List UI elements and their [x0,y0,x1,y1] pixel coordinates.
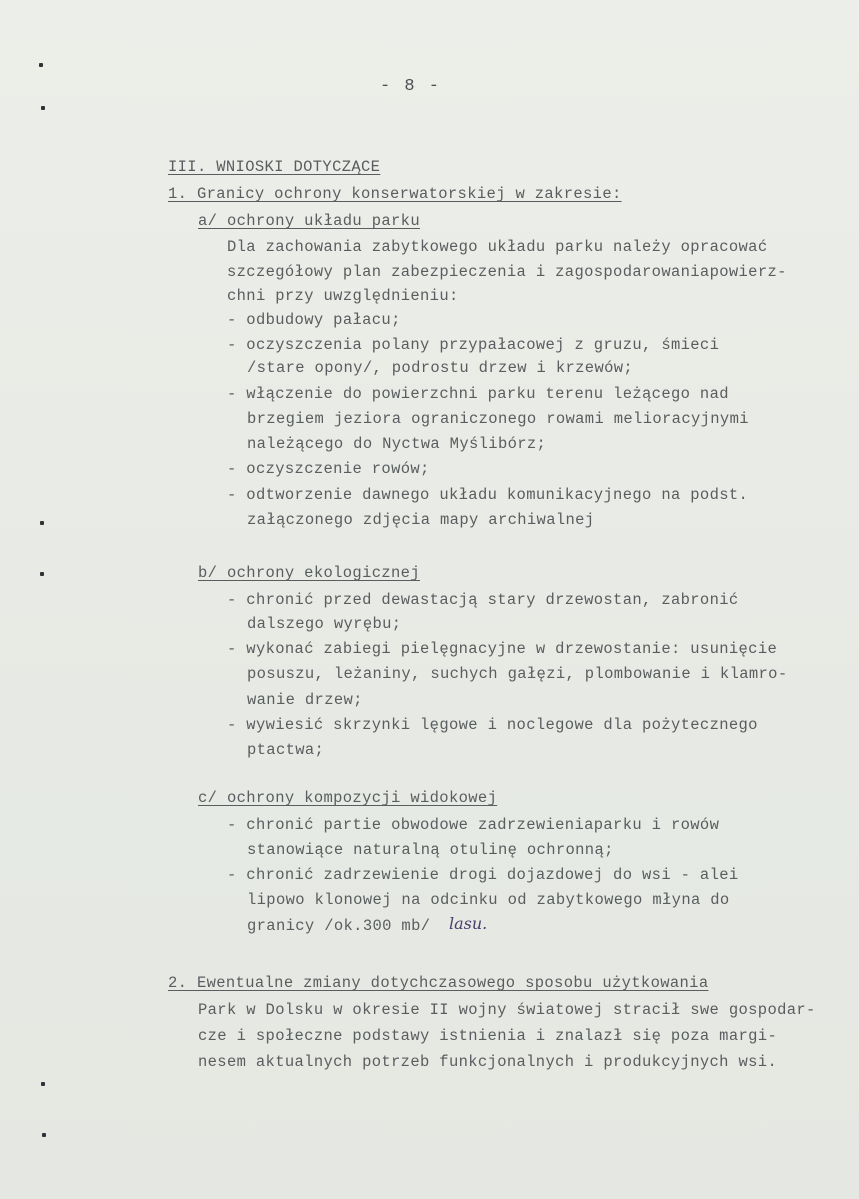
text-line: lipowo klonowej na odcinku od zabytkowego młyna do [247,891,730,909]
text-line: Dla zachowania zabytkowego układu parku należy opracować [227,238,768,256]
text-line: - chronić partie obwodowe zadrzewieniaparku i rowów [227,816,720,834]
text-line: Park w Dolsku w okresie II wojny światowej stracił swe gospodar- [198,1001,816,1019]
subsection-b-heading: b/ ochrony ekologicznej [198,564,420,582]
handwritten-note: lasu. [449,914,488,933]
text-line: - włączenie do powierzchni parku terenu leżącego nad [227,385,729,403]
text-line: szczegółowy plan zabezpieczenia i zagospodarowaniapowierz- [227,263,787,281]
text-line: - odbudowy pałacu; [227,311,401,329]
text-line: - odtworzenie dawnego układu komunikacyjnego na podst. [227,486,749,504]
text-line: - oczyszczenia polany przypałacowej z gruzu, śmieci [227,336,720,354]
text-line: cze i społeczne podstawy istnienia i znalazł się poza margi- [198,1027,778,1045]
text-line: granicy /ok.300 mb/ [247,917,431,935]
text-line: wanie drzew; [247,691,363,709]
margin-mark [40,521,44,525]
margin-mark [41,1082,45,1086]
section-heading: III. WNIOSKI DOTYCZĄCE [168,158,381,176]
text-line: załączonego zdjęcia mapy archiwalnej [247,511,595,529]
text-line: posuszu, leżaniny, suchych gałęzi, plombowanie i klamro- [247,665,788,683]
text-line: - wywiesić skrzynki lęgowe i noclegowe dla pożytecznego [227,716,758,734]
text-line: dalszego wyrębu; [247,615,402,633]
text-line: ptactwa; [247,741,325,759]
margin-mark [41,106,45,110]
text-line: nesem aktualnych potrzeb funkcjonalnych i produkcyjnych wsi. [198,1053,778,1071]
section1-heading: 1. Granicy ochrony konserwatorskiej w zakresie: [168,185,622,203]
subsection-a-heading: a/ ochrony układu parku [198,212,420,230]
margin-mark [42,1133,46,1137]
text-line: - oczyszczenie rowów; [227,460,430,478]
text-line: - chronić przed dewastacją stary drzewostan, zabronić [227,591,739,609]
margin-mark [39,63,43,67]
text-line: - wykonać zabiegi pielęgnacyjne w drzewostanie: usunięcie [227,640,778,658]
text-line: - chronić zadrzewienie drogi dojazdowej do wsi - alei [227,866,739,884]
text-line: chni przy uwzględnieniu: [227,287,459,305]
margin-mark [40,572,44,576]
subsection-c-heading: c/ ochrony kompozycji widokowej [198,789,498,807]
text-line: należącego do Nyctwa Myślibórz; [247,435,547,453]
text-line: brzegiem jeziora ograniczonego rowami melioracyjnymi [247,410,749,428]
text-line: stanowiące naturalną otulinę ochronną; [247,841,614,859]
text-line: /stare opony/, podrostu drzew i krzewów; [247,359,634,377]
section2-heading: 2. Ewentualne zmiany dotychczasowego sposobu użytkowania [168,974,709,992]
page-number: - 8 - [380,77,442,96]
